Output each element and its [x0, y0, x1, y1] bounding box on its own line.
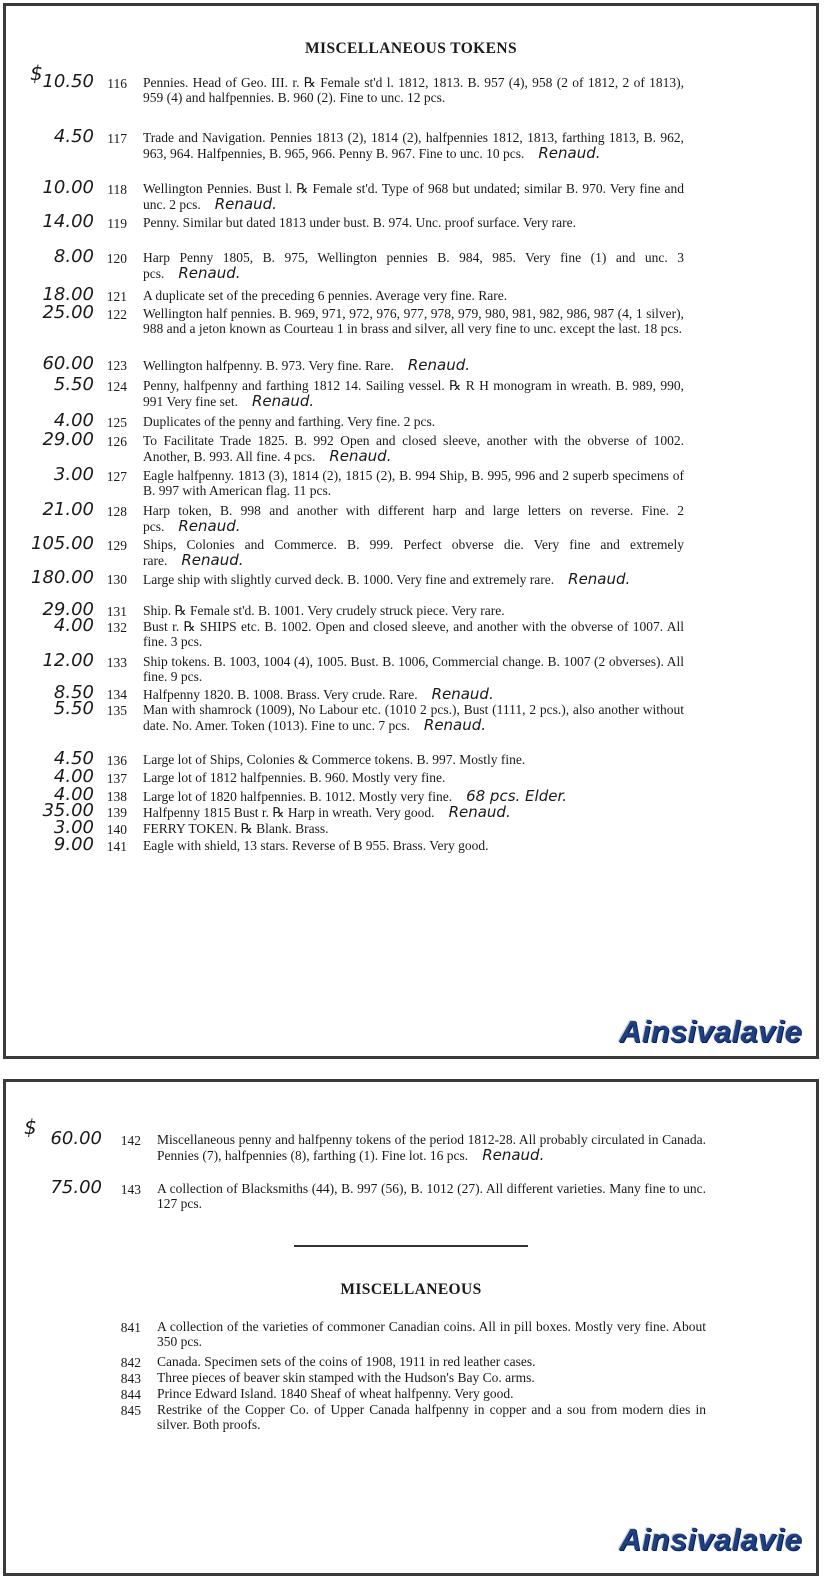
lot-description	[157, 1182, 706, 1211]
lot-description-text: Penny. Similar but dated 1813 under bust. B. 974. Unc. proof surface. Very rare.	[143, 215, 577, 230]
lot-price-handwritten: 35.00	[42, 800, 94, 821]
lot-description-text: Large ship with slightly curved deck. B. 1000. Very fine and extremely rare.	[143, 572, 555, 587]
lot-number: 130	[106, 572, 127, 587]
lot-price-handwritten: 105.00	[31, 533, 94, 554]
dollar-mark: $	[30, 61, 43, 85]
lot-description	[143, 434, 684, 464]
lot-number: 843	[120, 1371, 141, 1386]
lot-price-handwritten: 12.00	[42, 650, 94, 671]
lot-description-text: A collection of the varieties of commoner Canadian coins. All in pill boxes. Mostly very fine. About 350 pcs.	[157, 1319, 706, 1349]
lot-description-text: Halfpenny 1820. B. 1008. Brass. Very crude. Rare.	[143, 687, 418, 702]
lot-description-text: Miscellaneous penny and halfpenny tokens of the period 1812-28. All probably circulated in Canada. Pennies (7), halfpennies (8), farthing (1). Fine lot. 16 pcs.	[157, 1132, 706, 1163]
lot-description-text: Wellington Pennies. Bust l. ℞ Female st'd. Type of 968 but undated; similar B. 970. Very fine and unc. 2 pcs.	[143, 181, 684, 212]
lot-description	[143, 822, 684, 837]
lot-number: 123	[106, 358, 127, 373]
buyer-name-handwritten: Renaud.	[178, 263, 241, 282]
lot-number: 135	[106, 703, 127, 718]
lot-price-handwritten: 60.00	[50, 1128, 102, 1149]
lot-description	[143, 216, 684, 231]
lot-price-handwritten: 10.50	[42, 71, 94, 92]
lot-description	[143, 538, 684, 568]
lot-number: 125	[106, 415, 127, 430]
lot-description-text: Ships, Colonies and Commerce. B. 999. Perfect obverse die. Very fine and extremely rare.	[143, 537, 684, 568]
buyer-name-handwritten: Renaud.	[181, 550, 244, 569]
buyer-name-handwritten: Renaud.	[538, 143, 601, 162]
lot-description-text: Pennies. Head of Geo. III. r. ℞ Female st'd l. 1812, 1813. B. 957 (4), 958 (2 of 1812, 2 of 1813), 959 (4) and halfpennies. B. 960 (2). Fine to unc. 12 pcs.	[143, 75, 684, 105]
lot-price-handwritten: 4.00	[53, 410, 94, 431]
lot-price-handwritten: 3.00	[53, 464, 94, 485]
page-title: MISCELLANEOUS TOKENS	[304, 40, 517, 57]
lot-number: 143	[120, 1182, 141, 1197]
buyer-name-handwritten: Renaud.	[423, 715, 487, 734]
lot-description	[143, 805, 684, 821]
buyer-name-handwritten: Renaud.	[568, 570, 631, 588]
lot-number: 129	[106, 538, 127, 553]
lot-number: 119	[107, 216, 127, 231]
lot-description-text: Halfpenny 1815 Bust r. ℞ Harp in wreath. Very good.	[143, 805, 435, 820]
lot-description	[157, 1133, 706, 1163]
lot-description	[143, 415, 684, 430]
lot-description-text: A collection of Blacksmiths (44), B. 997 (56), B. 1012 (27). All different varieties. Many fine to unc. 127 pcs.	[157, 1181, 706, 1211]
lot-number: 845	[120, 1403, 141, 1418]
lot-number: 141	[106, 839, 127, 854]
lot-description	[143, 572, 684, 588]
lot-description	[143, 655, 684, 684]
lot-price-handwritten: 29.00	[42, 429, 94, 450]
lot-description	[143, 379, 684, 409]
lot-number: 122	[106, 307, 127, 322]
lot-description-text: Restrike of the Copper Co. of Upper Canada halfpenny in copper and a sou from modern dies in silver. Both proofs.	[157, 1402, 706, 1432]
lot-price-handwritten: 29.00	[42, 599, 94, 620]
lot-description	[143, 251, 684, 281]
lot-description-text: Ship. ℞ Female st'd. B. 1001. Very crudely struck piece. Very rare.	[143, 603, 505, 618]
lot-description-text: Wellington half pennies. B. 969, 971, 972, 976, 977, 978, 979, 980, 981, 982, 986, 987 (4, 1 silver), 988 and a jeton known as Courteau 1 in brass and silver, all very fine to unc. except the last. 18 pcs.	[143, 306, 684, 336]
lot-description-text: Trade and Navigation. Pennies 1813 (2), 1814 (2), halfpennies 1812, 1813, farthing 1813, B. 962, 963, 964. Halfpennies, B. 965, 966. Penny B. 967. Fine to unc. 10 pcs.	[143, 130, 684, 161]
lot-description	[157, 1403, 706, 1432]
lot-price-handwritten: 18.00	[42, 284, 94, 305]
lot-description	[143, 771, 684, 786]
lot-description-text: Man with shamrock (1009), No Labour etc. (1010 2 pcs.), Bust (1111, 2 pcs.), also another without date. No. Amer. Token (1013). Fine to unc. 7 pcs.	[143, 702, 684, 733]
lot-description-text: A duplicate set of the preceding 6 pennies. Average very fine. Rare.	[143, 288, 508, 303]
lot-description	[157, 1355, 706, 1370]
lot-description-text: Eagle halfpenny. 1813 (3), 1814 (2), 1815 (2), B. 994 Ship, B. 995, 996 and 2 superb specimens of B. 997 with American flag. 11 pcs.	[143, 468, 684, 498]
section-title: MISCELLANEOUS	[340, 1281, 482, 1298]
buyer-name-handwritten: Renaud.	[329, 446, 392, 465]
lot-description-text: Harp token, B. 998 and another with different harp and large letters on reverse. Fine. 2 pcs.	[143, 503, 684, 534]
lot-price-handwritten: 4.00	[53, 784, 94, 805]
lot-description-text: Large lot of Ships, Colonies & Commerce tokens. B. 997. Mostly fine.	[143, 752, 526, 767]
lot-price-handwritten: 8.00	[53, 246, 94, 267]
lot-description-text: Duplicates of the penny and farthing. Very fine. 2 pcs.	[143, 414, 436, 429]
lot-number: 844	[120, 1387, 141, 1402]
lot-number: 117	[107, 131, 127, 146]
lot-description	[143, 182, 684, 212]
lot-description	[143, 620, 684, 649]
lot-description	[143, 789, 684, 805]
watermark-logo: Ainsivalavie	[619, 1522, 802, 1557]
dollar-mark: $	[24, 1115, 37, 1139]
lot-description-text: Wellington halfpenny. B. 973. Very fine. Rare.	[143, 358, 394, 373]
lot-description	[143, 703, 684, 733]
lot-number: 133	[106, 655, 127, 670]
catalog-page-1	[3, 3, 819, 1059]
buyer-name-handwritten: Renaud.	[178, 516, 241, 535]
buyer-name-handwritten: 68 pcs. Elder.	[466, 787, 568, 805]
lot-description	[143, 76, 684, 105]
lot-description-text: Ship tokens. B. 1003, 1004 (4), 1005. Bust. B. 1006, Commercial change. B. 1007 (2 obverses). All fine. 9 pcs.	[143, 654, 684, 684]
lot-description-text: Harp Penny 1805, B. 975, Wellington pennies B. 984, 985. Very fine (1) and unc. 3 pcs.	[143, 250, 684, 281]
lot-description	[143, 289, 684, 304]
lot-number: 136	[106, 753, 127, 768]
lot-description-text: Penny, halfpenny and farthing 1812 14. Sailing vessel. ℞ R H monogram in wreath. B. 989, 990, 991 Very fine set.	[143, 378, 684, 409]
lot-number: 116	[107, 76, 127, 91]
lot-description	[143, 358, 684, 374]
buyer-name-handwritten: Renaud.	[251, 391, 315, 410]
lot-description	[157, 1371, 706, 1386]
buyer-name-handwritten: Renaud.	[431, 685, 494, 703]
lot-description	[157, 1320, 706, 1349]
watermark-logo: Ainsivalavie	[619, 1014, 802, 1049]
lot-price-handwritten: 4.50	[53, 126, 94, 147]
lot-number: 126	[106, 434, 127, 449]
lot-number: 841	[120, 1320, 141, 1335]
lot-price-handwritten: 9.00	[53, 834, 94, 855]
lot-description	[143, 687, 684, 703]
lot-price-handwritten: 21.00	[42, 499, 94, 520]
lot-description-text: Eagle with shield, 13 stars. Reverse of B 955. Brass. Very good.	[143, 838, 489, 853]
lot-number: 132	[106, 620, 127, 635]
lot-description	[143, 131, 684, 161]
lot-number: 124	[106, 379, 127, 394]
lot-number: 842	[120, 1355, 141, 1370]
lot-price-handwritten: 4.00	[53, 766, 94, 787]
lot-price-handwritten: 14.00	[42, 211, 94, 232]
lot-description-text: Three pieces of beaver skin stamped with the Hudson's Bay Co. arms.	[157, 1370, 535, 1385]
lot-description	[157, 1387, 706, 1402]
lot-number: 140	[106, 822, 127, 837]
lot-description-text: To Facilitate Trade 1825. B. 992 Open and closed sleeve, another with the obverse of 1002. Another, B. 993. All fine. 4 pcs.	[143, 433, 684, 464]
lot-price-handwritten: 75.00	[50, 1177, 102, 1198]
lot-price-handwritten: 60.00	[42, 353, 94, 374]
lot-description-text: Large lot of 1820 halfpennies. B. 1012. Mostly very fine.	[143, 789, 453, 804]
buyer-name-handwritten: Renaud.	[214, 194, 277, 213]
lot-number: 134	[106, 687, 127, 702]
lot-description	[143, 469, 684, 498]
buyer-name-handwritten: Renaud.	[482, 1145, 545, 1164]
buyer-name-handwritten: Renaud.	[407, 356, 471, 374]
lot-description-text: Large lot of 1812 halfpennies. B. 960. Mostly very fine.	[143, 770, 446, 785]
lot-description	[143, 604, 684, 619]
lot-description-text: Canada. Specimen sets of the coins of 1908, 1911 in red leather cases.	[157, 1354, 536, 1369]
lot-number: 127	[106, 469, 127, 484]
lot-price-handwritten: 8.50	[53, 682, 94, 703]
lot-description-text: Prince Edward Island. 1840 Sheaf of wheat halfpenny. Very good.	[157, 1386, 514, 1401]
lot-price-handwritten: 180.00	[31, 567, 94, 588]
lot-number: 121	[106, 289, 127, 304]
lot-description	[143, 839, 684, 854]
lot-description-text: FERRY TOKEN. ℞ Blank. Brass.	[143, 821, 329, 836]
lot-number: 131	[106, 604, 127, 619]
lot-number: 118	[107, 182, 127, 197]
catalog-page-2	[3, 1079, 819, 1576]
lot-number: 137	[106, 771, 127, 786]
lot-price-handwritten: 10.00	[42, 177, 94, 198]
lot-description	[143, 307, 684, 336]
lot-price-handwritten: 5.50	[53, 698, 94, 719]
lot-number: 142	[120, 1133, 141, 1148]
lot-price-handwritten: 4.50	[53, 748, 94, 769]
lot-description	[143, 504, 684, 534]
lot-description	[143, 753, 684, 768]
lot-number: 128	[106, 504, 127, 519]
section-divider	[294, 1245, 528, 1247]
lot-price-handwritten: 4.00	[53, 615, 94, 636]
lot-description-text: Bust r. ℞ SHIPS etc. B. 1002. Open and closed sleeve, and another with the obverse of 1007. All fine. 3 pcs.	[143, 619, 684, 649]
lot-number: 139	[106, 805, 127, 820]
lot-number: 138	[106, 789, 127, 804]
lot-price-handwritten: 25.00	[42, 302, 94, 323]
lot-price-handwritten: 3.00	[53, 817, 94, 838]
lot-price-handwritten: 5.50	[53, 374, 94, 395]
lot-number: 120	[106, 251, 127, 266]
buyer-name-handwritten: Renaud.	[448, 803, 511, 821]
